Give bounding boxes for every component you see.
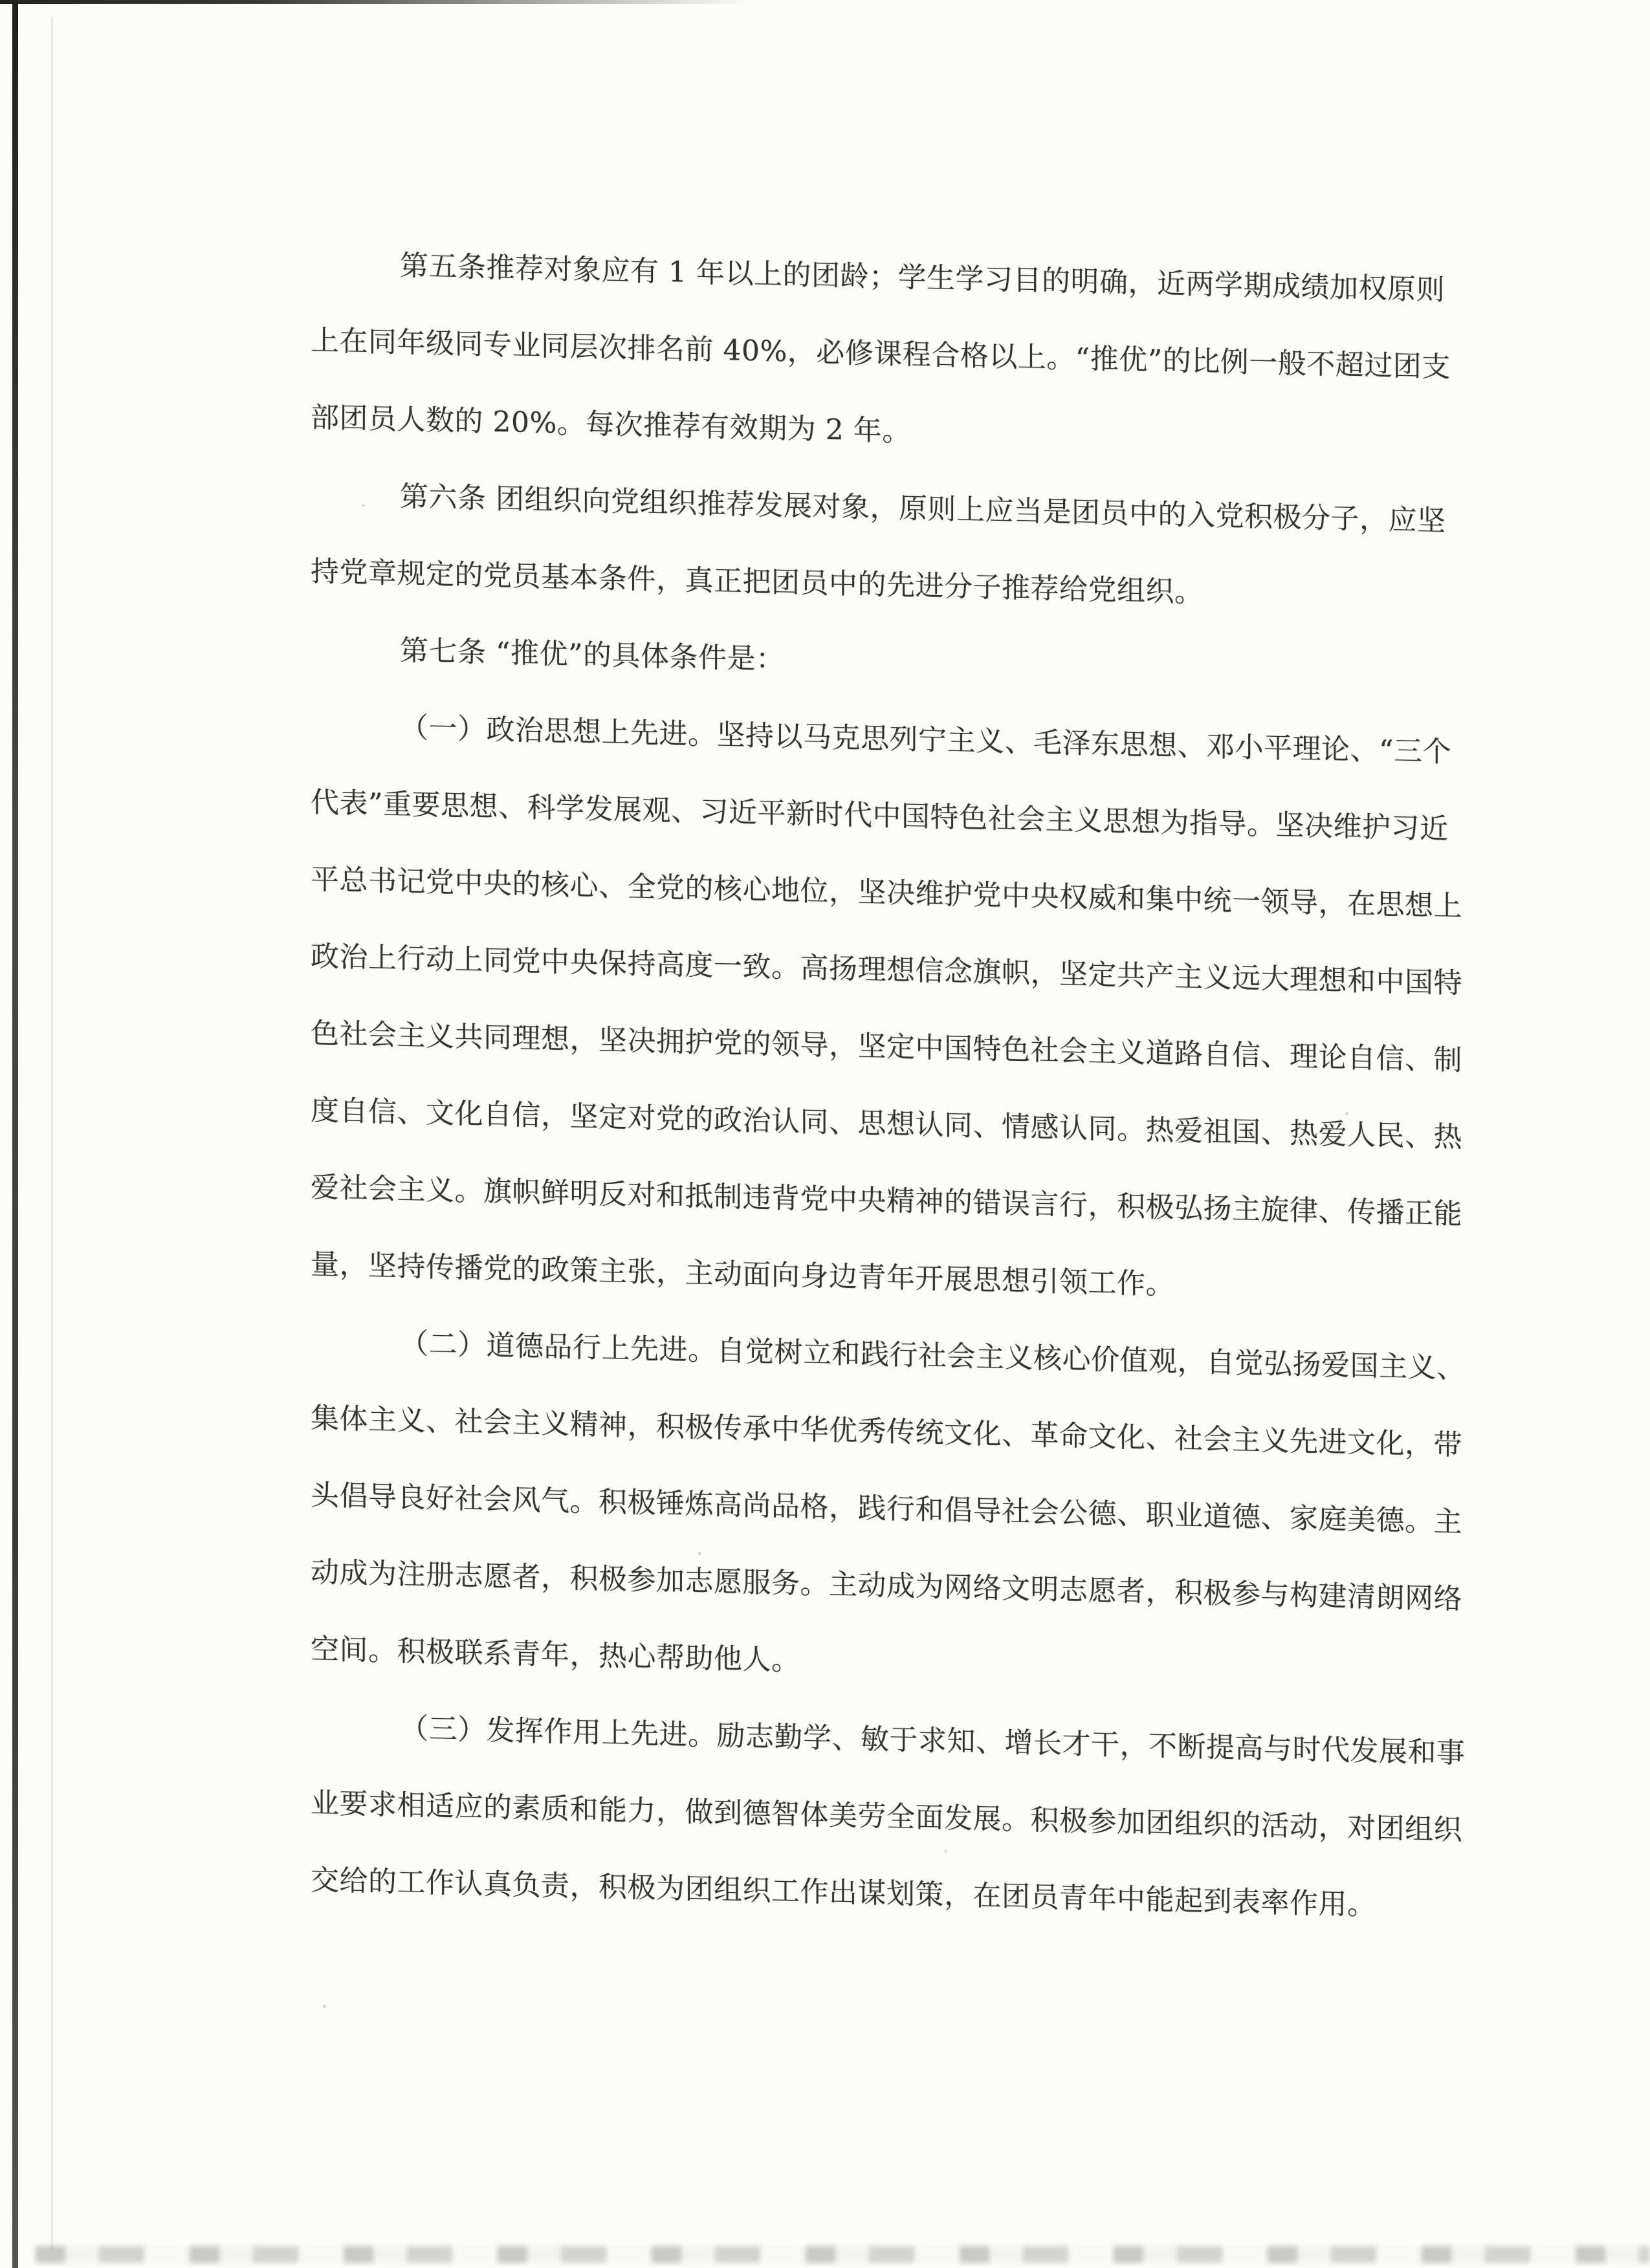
text-line: 爱社会主义。旗帜鲜明反对和抵制违背党中央精神的错误言行，积极弘扬主旋律、传播正能 (311, 1171, 1462, 1231)
text-line: 代表”重要思想、科学发展观、习近平新时代中国特色社会主义思想为指导。坚决维护习近 (311, 786, 1449, 846)
text-line-item1: （一）政治思想上先进。坚持以马克思列宁主义、毛泽东思想、邓小平理论、“三个 (400, 711, 1451, 769)
text-line-item3: （三）发挥作用上先进。励志勤学、敏于求知、增长才干，不断提高与时代发展和事 (400, 1712, 1466, 1771)
text-line: 政治上行动上同党中央保持高度一致。高扬理想信念旗帜，坚定共产主义远大理想和中国特 (311, 940, 1462, 1000)
text-line: 头倡导良好社会风气。积极锤炼高尚品格，践行和倡导社会公德、职业道德、家庭美德。主 (311, 1479, 1462, 1539)
text-line: 色社会主义共同理想，坚决拥护党的领导，坚定中国特色社会主义道路自信、理论自信、制 (311, 1017, 1462, 1077)
text-line: 上在同年级同专业同层次排名前 40%，必修课程合格以上。“推优”的比例一般不超过团支 (311, 324, 1451, 384)
text-line: 动成为注册志愿者，积极参加志愿服务。主动成为网络文明志愿者，积极参与构建清朗网络 (311, 1556, 1462, 1616)
text-line: 交给的工作认真负责，积极为团组织工作出谋划策，在团员青年中能起到表率作用。 (311, 1864, 1376, 1922)
scan-edge-top (0, 0, 751, 4)
text-line: 持党章规定的党员基本条件，真正把团员中的先进分子推荐给党组织。 (311, 555, 1204, 609)
text-line-article5: 第五条推荐对象应有 1 年以上的团龄；学生学习目的明确，近两学期成绩加权原则 (400, 249, 1445, 307)
text-line: 量，坚持传播党的政策主张，主动面向身边青年开展思想引领工作。 (311, 1248, 1174, 1302)
text-line: 业要求相适应的素质和能力，做到德智体美劳全面发展。积极参加团组织的活动，对团组织 (311, 1787, 1462, 1847)
document-body (311, 225, 1466, 1945)
text-line: 空间。积极联系青年，热心帮助他人。 (311, 1633, 800, 1677)
text-line: 集体主义、社会主义精神，积极传承中华优秀传统文化、革命文化、社会主义先进文化，带 (311, 1402, 1462, 1462)
scan-smudge-bottom (36, 2246, 1650, 2263)
text-line: 平总书记党中央的核心、全党的核心地位，坚决维护党中央权威和集中统一领导，在思想上 (311, 863, 1462, 923)
paper-edge-line (51, 17, 53, 2250)
text-line-item2: （二）道德品行上先进。自觉树立和践行社会主义核心价值观，自觉弘扬爱国主义、 (400, 1327, 1466, 1386)
text-line-article6: 第六条 团组织向党组织推荐发展对象，原则上应当是团员中的入党积极分子，应坚 (400, 480, 1446, 538)
text-line: 度自信、文化自信，坚定对党的政治认同、思想认同、情感认同。热爱祖国、热爱人民、热 (311, 1094, 1462, 1154)
scan-edge-left (12, 0, 18, 2268)
text-line-article7: 第七条 “推优”的具体条件是： (400, 634, 785, 677)
text-line: 部团员人数的 20%。每次推荐有效期为 2 年。 (311, 401, 911, 448)
